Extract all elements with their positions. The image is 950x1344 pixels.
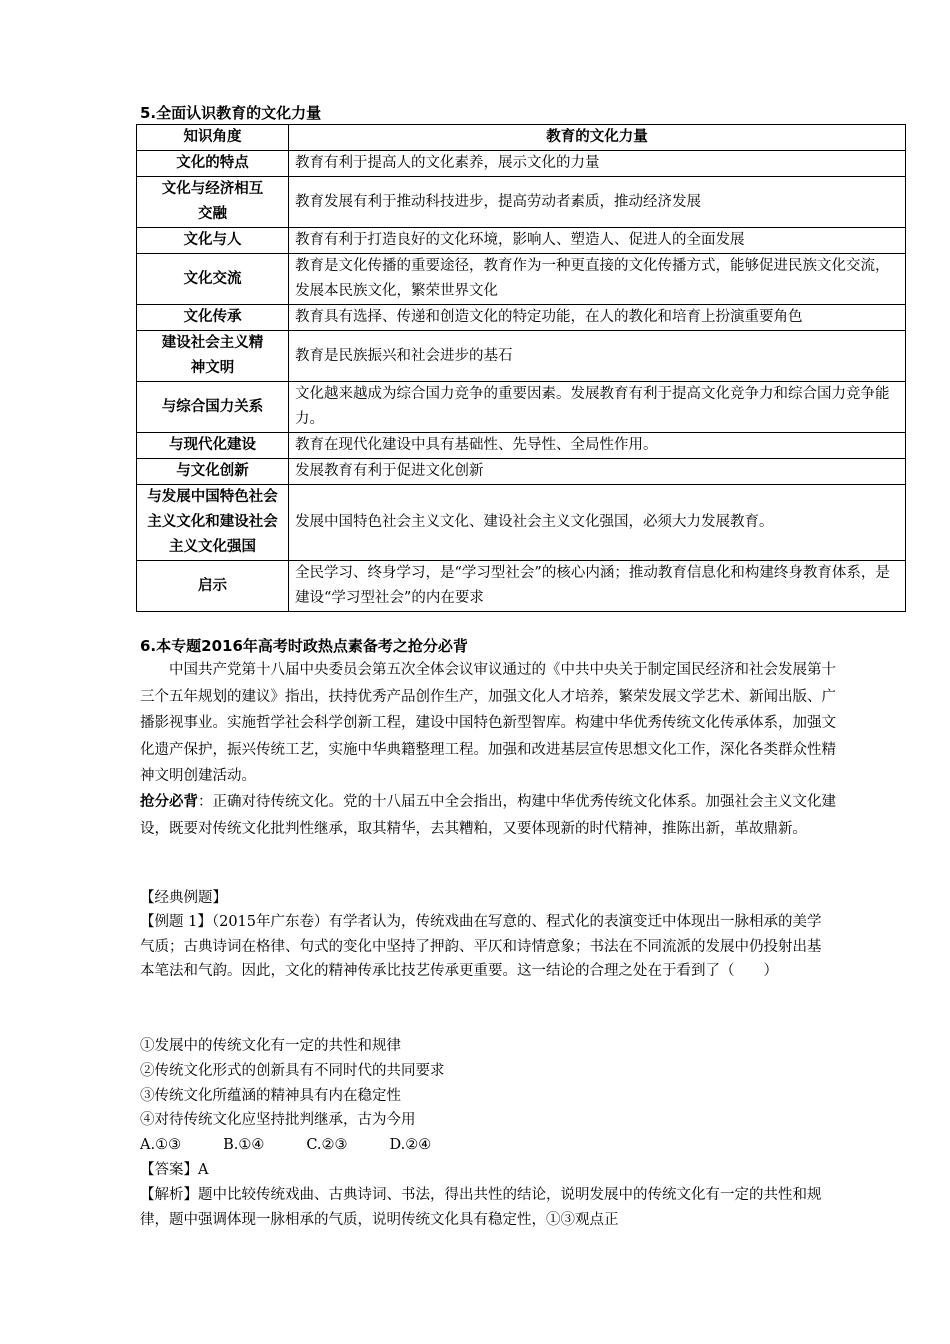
analysis xyxy=(140,1183,830,1232)
table-row xyxy=(137,382,906,433)
row-aspect: 文化与经济相互交融 xyxy=(137,177,289,228)
example-question xyxy=(140,910,830,984)
row-content: 发展教育有利于促进文化创新 xyxy=(289,459,906,485)
header-content: 教育的文化力量 xyxy=(289,125,906,151)
table-row xyxy=(137,151,906,177)
row-content: 教育具有选择、传递和创造文化的特定功能，在人的教化和培育上扮演重要角色 xyxy=(289,305,906,331)
must-memorize-paragraph xyxy=(140,789,836,842)
option-b: B.①④ xyxy=(223,1137,265,1153)
table-row xyxy=(137,228,906,254)
row-aspect: 与文化创新 xyxy=(137,459,289,485)
row-content: 教育在现代化建设中具有基础性、先导性、全局性作用。 xyxy=(289,433,906,459)
row-content: 文化越来越成为综合国力竞争的重要因素。发展教育有利于提高文化竞争力和综合国力竞争能力。 xyxy=(289,382,906,433)
row-aspect: 与现代化建设 xyxy=(137,433,289,459)
option-c: C.②③ xyxy=(306,1137,348,1153)
policy-paragraph: 中国共产党第十八届中央委员会第五次全体会议审议通过的《中共中央关于制定国民经济和社会发展第十三个五年规划的建议》指出，扶持优秀产品创作生产，加强文化人才培养，繁荣发展文学艺术、新闻出版、广播影视事业。实施哲学社会科学创新工程，建设中国特色新型智库。构建中华优秀传统文化传承体系，加强文化遗产保护，振兴传统工艺，实施中华典籍整理工程。加强和改进基层宣传思想文化工作，深化各类群众性精神文明创建活动。 xyxy=(140,662,836,784)
answer: 【答案】A xyxy=(140,1162,209,1178)
example-section-label: 【经典例题】 xyxy=(140,890,227,906)
option-a: A.①③ xyxy=(140,1137,182,1153)
section-6-heading: 6.本专题2016年高考时政热点素备考之抢分必背 xyxy=(140,637,468,655)
row-content: 教育是民族振兴和社会进步的基石 xyxy=(289,331,906,382)
example-title: 【例题 1】 xyxy=(140,914,212,930)
row-aspect: 建设社会主义精神文明 xyxy=(137,331,289,382)
row-aspect: 与发展中国特色社会主义文化和建设社会主义文化强国 xyxy=(137,485,289,561)
statement-1: ①发展中的传统文化有一定的共性和规律 xyxy=(140,1038,401,1054)
answer-options xyxy=(140,1133,473,1157)
table-row xyxy=(137,331,906,382)
section-5-heading: 5.全面认识教育的文化力量 xyxy=(140,104,322,122)
statement-2: ②传统文化形式的创新具有不同时代的共同要求 xyxy=(140,1063,445,1079)
analysis-label: 【解析】 xyxy=(140,1187,198,1203)
example-question-text: （2015年广东卷）有学者认为，传统戏曲在写意的、程式化的表演变迁中体现出一脉相承的美学气质；古典诗词在格律、句式的变化中坚持了押韵、平仄和诗情意象；书法在不同流派的发展中仍投射出基本笔法和气韵。因此，文化的精神传承比技艺传承更重要。这一结论的合理之处在于看到了（ ） xyxy=(140,914,822,979)
table-row xyxy=(137,561,906,612)
row-aspect: 文化传承 xyxy=(137,305,289,331)
statement-3: ③传统文化所蕴涵的精神具有内在稳定性 xyxy=(140,1088,401,1104)
row-aspect: 文化交流 xyxy=(137,254,289,305)
row-content: 全民学习、终身学习，是“学习型社会”的核心内涵；推动教育信息化和构建终身教育体系，是建设“学习型社会”的内在要求 xyxy=(289,561,906,612)
must-memorize-label: 抢分必背 xyxy=(140,794,198,810)
header-aspect: 知识角度 xyxy=(137,125,289,151)
table-row xyxy=(137,305,906,331)
table-row xyxy=(137,485,906,561)
statement-4: ④对待传统文化应坚持批判继承，古为今用 xyxy=(140,1112,416,1128)
row-content: 教育发展有利于推动科技进步，提高劳动者素质，推动经济发展 xyxy=(289,177,906,228)
row-content: 教育有利于打造良好的文化环境，影响人、塑造人、促进人的全面发展 xyxy=(289,228,906,254)
row-content: 教育有利于提高人的文化素养，展示文化的力量 xyxy=(289,151,906,177)
must-memorize-text: ：正确对待传统文化。党的十八届五中全会指出，构建中华优秀传统文化体系。加强社会主义文化建设，既要对传统文化批判性继承，取其精华，去其糟粕，又要体现新的时代精神，推陈出新，革故鼎新。 xyxy=(140,794,836,837)
table-header-row xyxy=(137,125,906,151)
table-row xyxy=(137,254,906,305)
row-aspect: 文化与人 xyxy=(137,228,289,254)
row-aspect: 文化的特点 xyxy=(137,151,289,177)
row-aspect: 与综合国力关系 xyxy=(137,382,289,433)
table-row xyxy=(137,177,906,228)
table-row xyxy=(137,433,906,459)
analysis-text: 题中比较传统戏曲、古典诗词、书法，得出共性的结论，说明发展中的传统文化有一定的共性和规律，题中强调体现一脉相承的气质，说明传统文化具有稳定性，①③观点正 xyxy=(140,1187,822,1228)
row-content: 发展中国特色社会主义文化、建设社会主义文化强国，必须大力发展教育。 xyxy=(289,485,906,561)
table-row xyxy=(137,459,906,485)
row-aspect: 启示 xyxy=(137,561,289,612)
knowledge-table xyxy=(136,124,906,612)
row-content: 教育是文化传播的重要途径，教育作为一种更直接的文化传播方式，能够促进民族文化交流，发展本民族文化，繁荣世界文化 xyxy=(289,254,906,305)
option-d: D.②④ xyxy=(389,1137,432,1153)
